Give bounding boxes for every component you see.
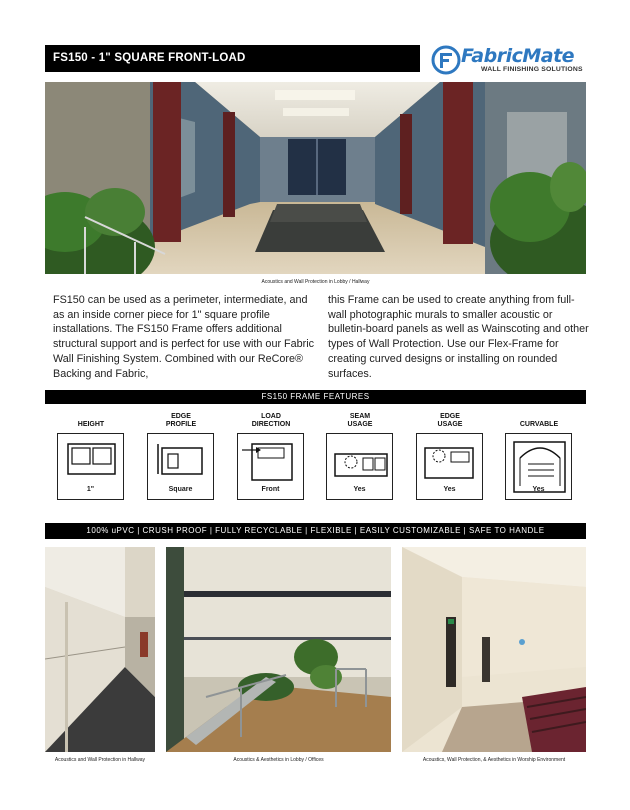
logo-tagline: WALL FINISHING SOLUTIONS — [481, 66, 583, 73]
feature-tile — [237, 433, 304, 500]
feature-title: HEIGHT — [77, 421, 105, 428]
feature-tile — [326, 433, 393, 500]
feature-tile — [147, 433, 214, 500]
feature-title: EDGE USAGE — [437, 413, 463, 428]
feature-tile — [505, 433, 572, 500]
worship-caption: Acoustics, Wall Protection, & Aesthetics in Worship Environment — [422, 757, 566, 763]
feature-tile — [57, 433, 124, 500]
feature-value: Front — [261, 486, 280, 493]
logo-wordmark: FabricMate — [461, 45, 575, 67]
feature-title: SEAM USAGE — [347, 413, 373, 428]
lobby-caption: Acoustics & Aesthetics in Lobby / Offices — [233, 757, 324, 763]
feature-value: Yes — [532, 486, 545, 493]
feature-title: LOAD DIRECTION — [251, 413, 291, 428]
body-text-right: this Frame can be used to create anything from full-wall photographic murals to smaller acoustic or bulletin-board panels as well as Wainscoting and other types of Wall Protection. Use our Flex-Frame for creating curved designs or installing on rounded surfaces. — [328, 294, 589, 380]
feature-title: CURVABLE — [519, 421, 559, 428]
hallway-caption: Acoustics and Wall Protection in Hallway — [54, 757, 146, 763]
feature-tile — [416, 433, 483, 500]
hallway-photo — [45, 547, 155, 752]
spec-bar: 100% uPVC | CRUSH PROOF | FULLY RECYCLABLE | FLEXIBLE | EASILY CUSTOMIZABLE | SAFE TO HANDLE — [45, 523, 586, 539]
feature-value: Square — [168, 486, 193, 493]
feature-value: Yes — [443, 486, 456, 493]
hero-lobby-photo — [45, 82, 586, 274]
feature-title: EDGE PROFILE — [165, 413, 197, 428]
feature-value: Yes — [353, 486, 366, 493]
body-text-left: FS150 can be used as a perimeter, intermediate, and as an inside corner piece for 1" square profile installations. The FS150 Frame offers additional structural support and is perfect for use with our Fabric Wall Finishing System. Combined with our ReCore® Backing and Fabric, — [53, 294, 315, 380]
feature-value: 1" — [86, 486, 95, 493]
worship-photo — [402, 547, 586, 752]
fabricmate-logo — [431, 44, 587, 78]
features-heading: FS150 FRAME FEATURES — [45, 390, 586, 404]
logo-mark-icon — [431, 45, 461, 75]
page-title: FS150 - 1" SQUARE FRONT-LOAD — [45, 45, 420, 72]
hero-caption: Acoustics and Wall Protection in Lobby / Hallway — [261, 279, 370, 285]
lobby-offices-photo — [166, 547, 391, 752]
